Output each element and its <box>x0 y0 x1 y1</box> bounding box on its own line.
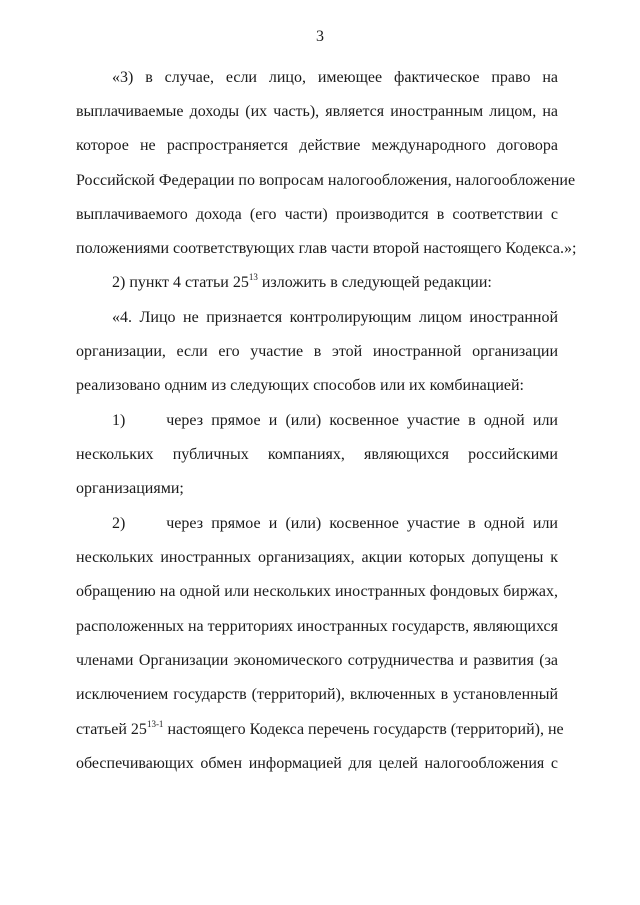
text-line: 2) через прямое и (или) косвенное участие в одной или <box>112 515 558 532</box>
text-line: организации, если его участие в этой иностранной организации <box>76 343 558 360</box>
text-run: настоящего Кодекса перечень государств (территорий), не <box>163 721 564 738</box>
superscript: 13 <box>248 271 258 282</box>
text-line: Российской Федерации по вопросам налогообложения, налогообложение <box>76 172 576 189</box>
text-line: обеспечивающих обмен информацией для целей налогообложения с <box>76 755 558 772</box>
text-line: которое не распространяется действие международного договора <box>76 137 558 154</box>
text-line: организациями; <box>76 480 184 497</box>
text-line: выплачиваемого дохода (его части) производится в соответствии с <box>76 206 558 223</box>
text-line: нескольких иностранных организациях, акции которых допущены к <box>76 549 558 566</box>
text-line: реализовано одним из следующих способов или их комбинацией: <box>76 377 524 394</box>
text-run: 2) пункт 4 статьи 25 <box>112 274 249 291</box>
text-run: статьей 25 <box>76 721 147 738</box>
text-line: «3) в случае, если лицо, имеющее фактическое право на <box>112 69 558 86</box>
superscript: 13-1 <box>146 718 164 729</box>
text-line: выплачиваемые доходы (их часть), является иностранным лицом, на <box>76 103 558 120</box>
text-line <box>76 718 564 740</box>
text-line: членами Организации экономического сотрудничества и развития (за <box>76 652 558 669</box>
text-line: расположенных на территориях иностранных государств, являющихся <box>76 618 558 635</box>
text-line: 1) через прямое и (или) косвенное участие в одной или <box>112 412 558 429</box>
text-line <box>112 273 558 293</box>
text-line: обращению на одной или нескольких иностранных фондовых биржах, <box>76 583 558 600</box>
text-line: положениями соответствующих глав части второй настоящего Кодекса.»; <box>76 240 577 257</box>
text-run: изложить в следующей редакции: <box>257 274 492 291</box>
text-line: исключением государств (территорий), включенных в установленный <box>76 686 558 703</box>
text-line: «4. Лицо не признается контролирующим лицом иностранной <box>112 309 558 326</box>
text-line: нескольких публичных компаниях, являющихся российскими <box>76 446 558 463</box>
page-number: 3 <box>316 28 324 45</box>
